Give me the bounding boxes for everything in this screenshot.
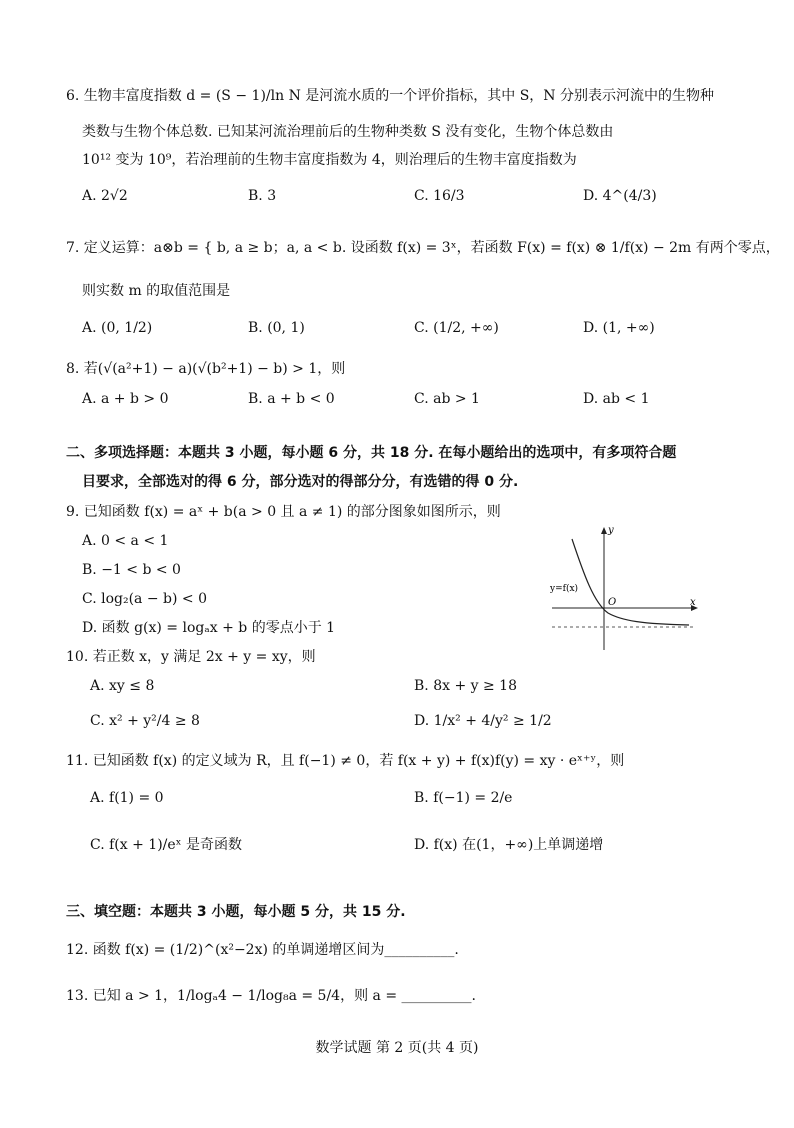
section2-heading-line1: 二、多项选择题：本题共 3 小题，每小题 6 分，共 18 分. 在每小题给出的选项中，有多项符合题 — [66, 445, 677, 461]
q10-stem-line1: 10. 若正数 x，y 满足 2x + y = xy，则 — [66, 649, 316, 665]
y-axis-label: y — [608, 525, 614, 536]
q10-option-b: B. 8x + y ≥ 18 — [414, 678, 517, 694]
q8-option-a: A. a + b > 0 — [82, 391, 169, 407]
q12-stem-line1: 12. 函数 f(x) = (1/2)^(x²−2x) 的单调递增区间为__________. — [66, 942, 459, 958]
q6-option-b: B. 3 — [248, 188, 277, 204]
q6-stem-line1: 6. 生物丰富度指数 d = (S − 1)/ln N 是河流水质的一个评价指标，其中 S，N 分别表示河流中的生物种 — [66, 88, 715, 104]
q7-option-b: B. (0, 1) — [248, 320, 305, 336]
section2-heading-line2: 目要求，全部选对的得 6 分，部分选对的得部分分，有选错的得 0 分. — [82, 474, 519, 490]
q9-function-graph — [544, 525, 704, 655]
q11-option-c: C. f(x + 1)/eˣ 是奇函数 — [90, 837, 243, 853]
q13-stem-line1: 13. 已知 a > 1，1/logₐ4 − 1/log₈a = 5/4，则 a = __________. — [66, 988, 476, 1004]
q7-option-d: D. (1, +∞) — [583, 320, 655, 336]
q7-stem-line2: 则实数 m 的取值范围是 — [82, 283, 231, 299]
q10-option-d: D. 1/x² + 4/y² ≥ 1/2 — [414, 713, 552, 729]
q11-option-a: A. f(1) = 0 — [90, 790, 164, 806]
q7-option-c: C. (1/2, +∞) — [414, 320, 499, 336]
q9-option-c: C. log₂(a − b) < 0 — [82, 591, 207, 607]
q8-option-c: C. ab > 1 — [414, 391, 480, 407]
q9-option-a: A. 0 < a < 1 — [82, 533, 169, 549]
q8-stem-line1: 8. 若(√(a²+1) − a)(√(b²+1) − b) > 1，则 — [66, 361, 346, 377]
q7-option-a: A. (0, 1/2) — [82, 320, 153, 336]
q11-option-b: B. f(−1) = 2/e — [414, 790, 513, 806]
q11-stem-line1: 11. 已知函数 f(x) 的定义域为 R，且 f(−1) ≠ 0，若 f(x + y) + f(x)f(y) = xy · eˣ⁺ʸ，则 — [66, 753, 625, 769]
q6-option-a: A. 2√2 — [82, 188, 128, 204]
q11-option-d: D. f(x) 在(1，+∞)上单调递增 — [414, 837, 604, 853]
y-axis-arrow — [601, 527, 607, 534]
q6-stem-line2: 类数与生物个体总数. 已知某河流治理前后的生物种类数 S 没有变化，生物个体总数由 — [82, 124, 614, 140]
q7-stem-line1: 7. 定义运算：a⊗b = { b, a ≥ b；a, a < b. 设函数 f(x) = 3ˣ，若函数 F(x) = f(x) ⊗ 1/f(x) − 2m 有两个零点， — [66, 240, 780, 256]
q6-option-c: C. 16/3 — [414, 188, 465, 204]
section3-heading: 三、填空题：本题共 3 小题，每小题 5 分，共 15 分. — [66, 904, 406, 920]
q9-option-d: D. 函数 g(x) = logₐx + b 的零点小于 1 — [82, 620, 336, 636]
q10-option-a: A. xy ≤ 8 — [90, 678, 155, 694]
x-axis-label: x — [690, 597, 696, 608]
origin-label: O — [608, 597, 617, 608]
q9-stem-line1: 9. 已知函数 f(x) = aˣ + b(a > 0 且 a ≠ 1) 的部分图象如图所示，则 — [66, 504, 501, 520]
q8-option-d: D. ab < 1 — [583, 391, 650, 407]
curve — [572, 539, 689, 625]
q10-option-c: C. x² + y²/4 ≥ 8 — [90, 713, 200, 729]
q9-option-b: B. −1 < b < 0 — [82, 562, 181, 578]
page-footer: 数学试题 第 2 页(共 4 页) — [315, 1040, 479, 1056]
q6-option-d: D. 4^(4/3) — [583, 188, 657, 204]
curve-label: y=f(x) — [550, 584, 579, 594]
q8-option-b: B. a + b < 0 — [248, 391, 335, 407]
q6-stem-line3: 10¹² 变为 10⁹，若治理前的生物丰富度指数为 4，则治理后的生物丰富度指数为 — [82, 152, 577, 168]
